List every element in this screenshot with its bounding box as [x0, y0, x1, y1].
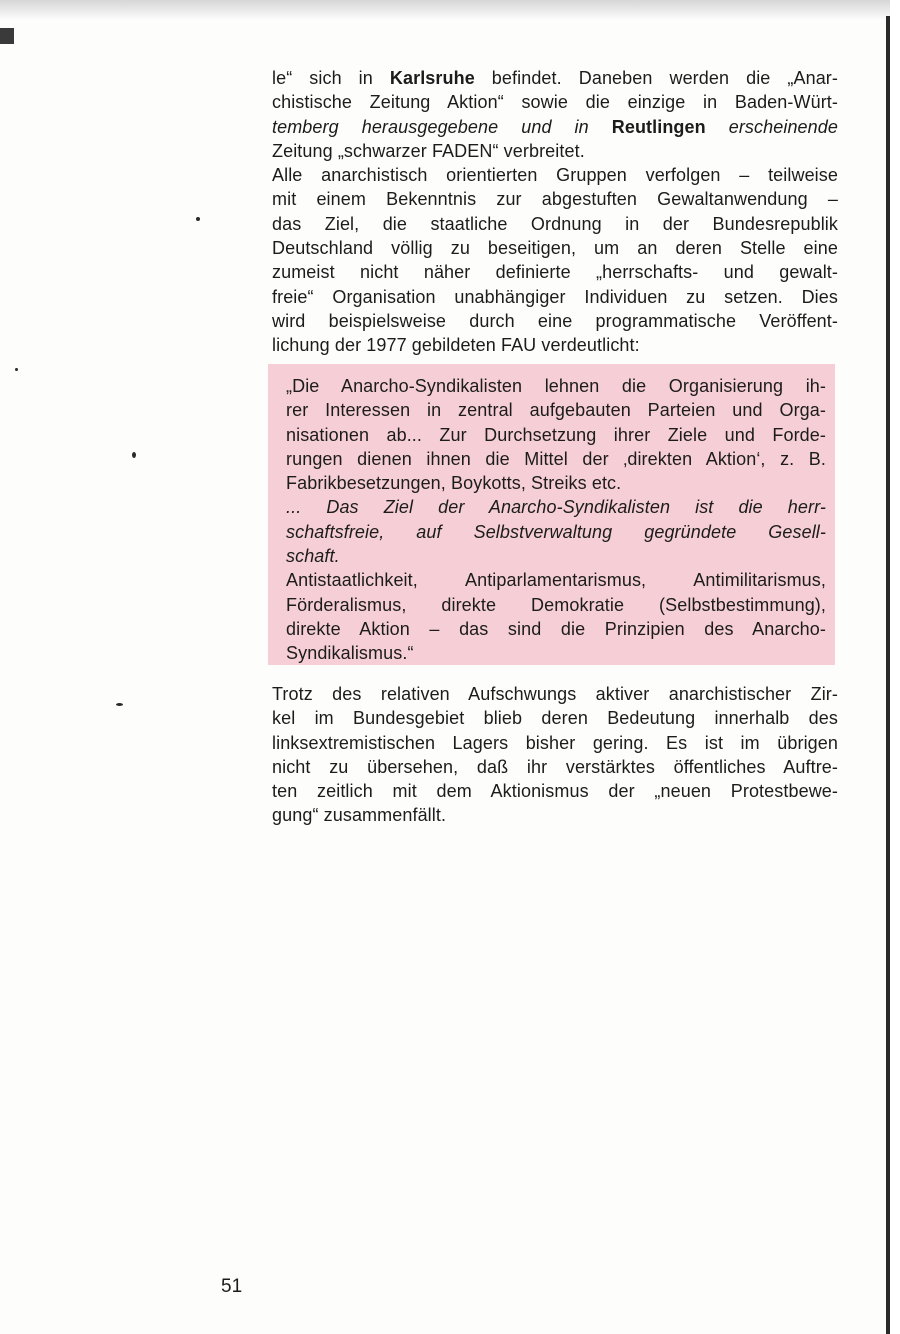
scan-left-mark — [0, 28, 14, 44]
text-line: linksextremistischen Lagers bisher gering. Es ist im übrigen — [272, 732, 838, 753]
text-line: Deutschland völlig zu beseitigen, um an deren Stelle eine — [272, 238, 838, 259]
body-text-top — [272, 66, 838, 358]
text-line: direkte Aktion – das sind die Prinzipien des Anarcho- — [286, 618, 826, 639]
text-line: lichung der 1977 gebildeten FAU verdeutlicht: — [272, 335, 640, 356]
text-line: freie“ Organisation unabhängiger Individuen zu setzen. Dies — [272, 286, 838, 307]
text-line: rer Interessen in zentral aufgebauten Parteien und Orga- — [286, 400, 826, 421]
text-line: ten zeitlich mit dem Aktionismus der „neuen Protestbewe- — [272, 781, 838, 802]
text-line: das Ziel, die staatliche Ordnung in der Bundesrepublik — [272, 213, 838, 234]
text-line: zumeist nicht näher definierte „herrschafts- und gewalt- — [272, 262, 838, 283]
text-line: rungen dienen ihnen die Mittel der ‚direkten Aktion‘, z. B. — [286, 448, 826, 469]
text-line: Trotz des relativen Aufschwungs aktiver anarchistischer Zir- — [272, 684, 838, 704]
text-segment: erscheinende — [705, 116, 838, 137]
text-line: Antistaatlichkeit, Antiparlamentarismus, Antimilitarismus, — [286, 570, 826, 591]
text-segment: chistische Zeitung Aktion“ sowie die einzige in Baden-Würt- — [272, 92, 838, 113]
fau-quote — [286, 374, 826, 666]
text-line: Syndikalismus.“ — [286, 643, 414, 664]
text-line: mit einem Bekenntnis zur abgestuften Gewaltanwendung – — [272, 189, 838, 210]
scan-speck — [196, 217, 200, 221]
scan-top-edge — [0, 0, 900, 20]
scan-right-margin — [890, 0, 900, 1334]
text-line: Alle anarchistisch orientierten Gruppen verfolgen – teilweise — [272, 165, 838, 186]
text-line — [272, 139, 838, 163]
bold-place-name: Karlsruhe — [389, 68, 475, 88]
text-line: schaftsfreie, auf Selbstverwaltung gegründete Gesell- — [286, 521, 826, 542]
text-line: kel im Bundesgebiet blieb deren Bedeutung innerhalb des — [272, 708, 838, 729]
text-line: „Die Anarcho-Syndikalisten lehnen die Organisierung ih- — [286, 376, 826, 396]
text-segment: befindet. Daneben werden die „Anar- — [474, 68, 838, 88]
scan-speck — [116, 703, 123, 706]
text-line: Fabrikbesetzungen, Boykotts, Streiks etc. — [286, 473, 622, 494]
text-line — [272, 115, 838, 139]
paragraph-conclusion — [272, 682, 838, 828]
text-segment: Zeitung „schwarzer FADEN“ verbreitet. — [272, 140, 585, 161]
paragraph-continuation — [272, 66, 838, 163]
text-segment: temberg herausgegebene und in — [272, 116, 612, 137]
text-line: gung“ zusammenfällt. — [272, 805, 447, 826]
scan-speck — [15, 368, 18, 371]
text-line — [272, 90, 838, 114]
page-number: 51 — [221, 1276, 243, 1297]
text-line: nisationen ab... Zur Durchsetzung ihrer Ziele und Forde- — [286, 424, 826, 445]
text-line: wird beispielsweise durch eine programmatische Veröffent- — [272, 310, 838, 331]
scan-right-edge — [886, 16, 890, 1334]
paragraph-anarchist-groups — [272, 163, 838, 357]
scan-speck — [132, 452, 136, 458]
text-segment: le“ sich in — [272, 68, 390, 88]
text-line — [272, 66, 838, 90]
text-line: ... Das Ziel der Anarcho-Syndikalisten ist die herr- — [286, 497, 826, 518]
text-line: nicht zu übersehen, daß ihr verstärktes öffentliches Auftre- — [272, 756, 838, 777]
bold-place-name: Reutlingen — [611, 116, 706, 137]
text-line: schaft. — [286, 546, 340, 567]
text-line: Förderalismus, direkte Demokratie (Selbstbestimmung), — [286, 594, 826, 615]
